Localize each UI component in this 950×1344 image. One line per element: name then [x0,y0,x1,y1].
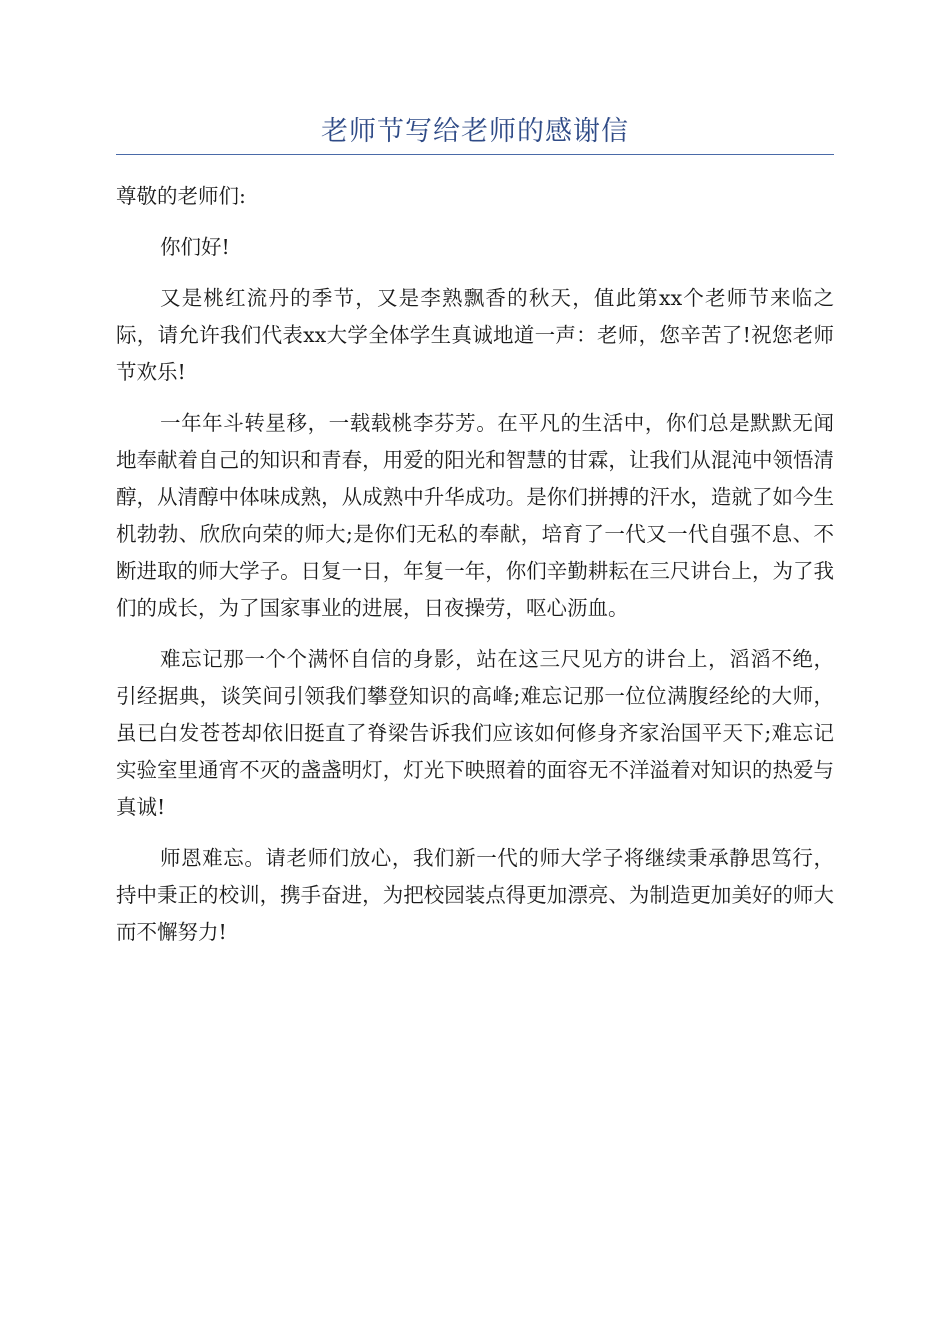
document-title: 老师节写给老师的感谢信 [321,116,629,147]
paragraph-greeting: 你们好! [160,235,230,259]
paragraph-2: 一年年斗转星移，一载载桃李芬芳。在平凡的生活中，你们总是默默无闻地奉献着自己的知识和青春，用爱的阳光和智慧的甘霖，让我们从混沌中领悟清醇，从清醇中体味成熟，从成熟中升华成功。是你们拼搏的汗水，造就了如今生机勃勃、欣欣向荣的师大;是你们无私的奉献，培育了一代又一代自强不息、不断进取的师大学子。日复一日，年复一年，你们辛勤耕耘在三尺讲台上，为了我们的成长，为了国家事业的进展，日夜操劳，呕心沥血。 [116,411,834,620]
title-underline [116,154,834,155]
letter-body [116,178,834,965]
paragraph-4: 师恩难忘。请老师们放心，我们新一代的师大学子将继续秉承静思笃行，持中秉正的校训，携手奋进，为把校园装点得更加漂亮、为制造更加美好的师大而不懈努力! [116,846,834,944]
salutation: 尊敬的老师们: [116,184,246,208]
paragraph-1: 又是桃红流丹的季节，又是李熟飘香的秋天，值此第xx个老师节来临之际，请允许我们代表xx大学全体学生真诚地道一声：老师，您辛苦了!祝您老师节欢乐! [116,286,834,384]
paragraph-3: 难忘记那一个个满怀自信的身影，站在这三尺见方的讲台上，滔滔不绝，引经据典，谈笑间引领我们攀登知识的高峰;难忘记那一位位满腹经纶的大师，虽已白发苍苍却依旧挺直了脊梁告诉我们应该如何修身齐家治国平天下;难忘记实验室里通宵不灭的盏盏明灯，灯光下映照着的面容无不洋溢着对知识的热爱与真诚! [116,647,834,819]
